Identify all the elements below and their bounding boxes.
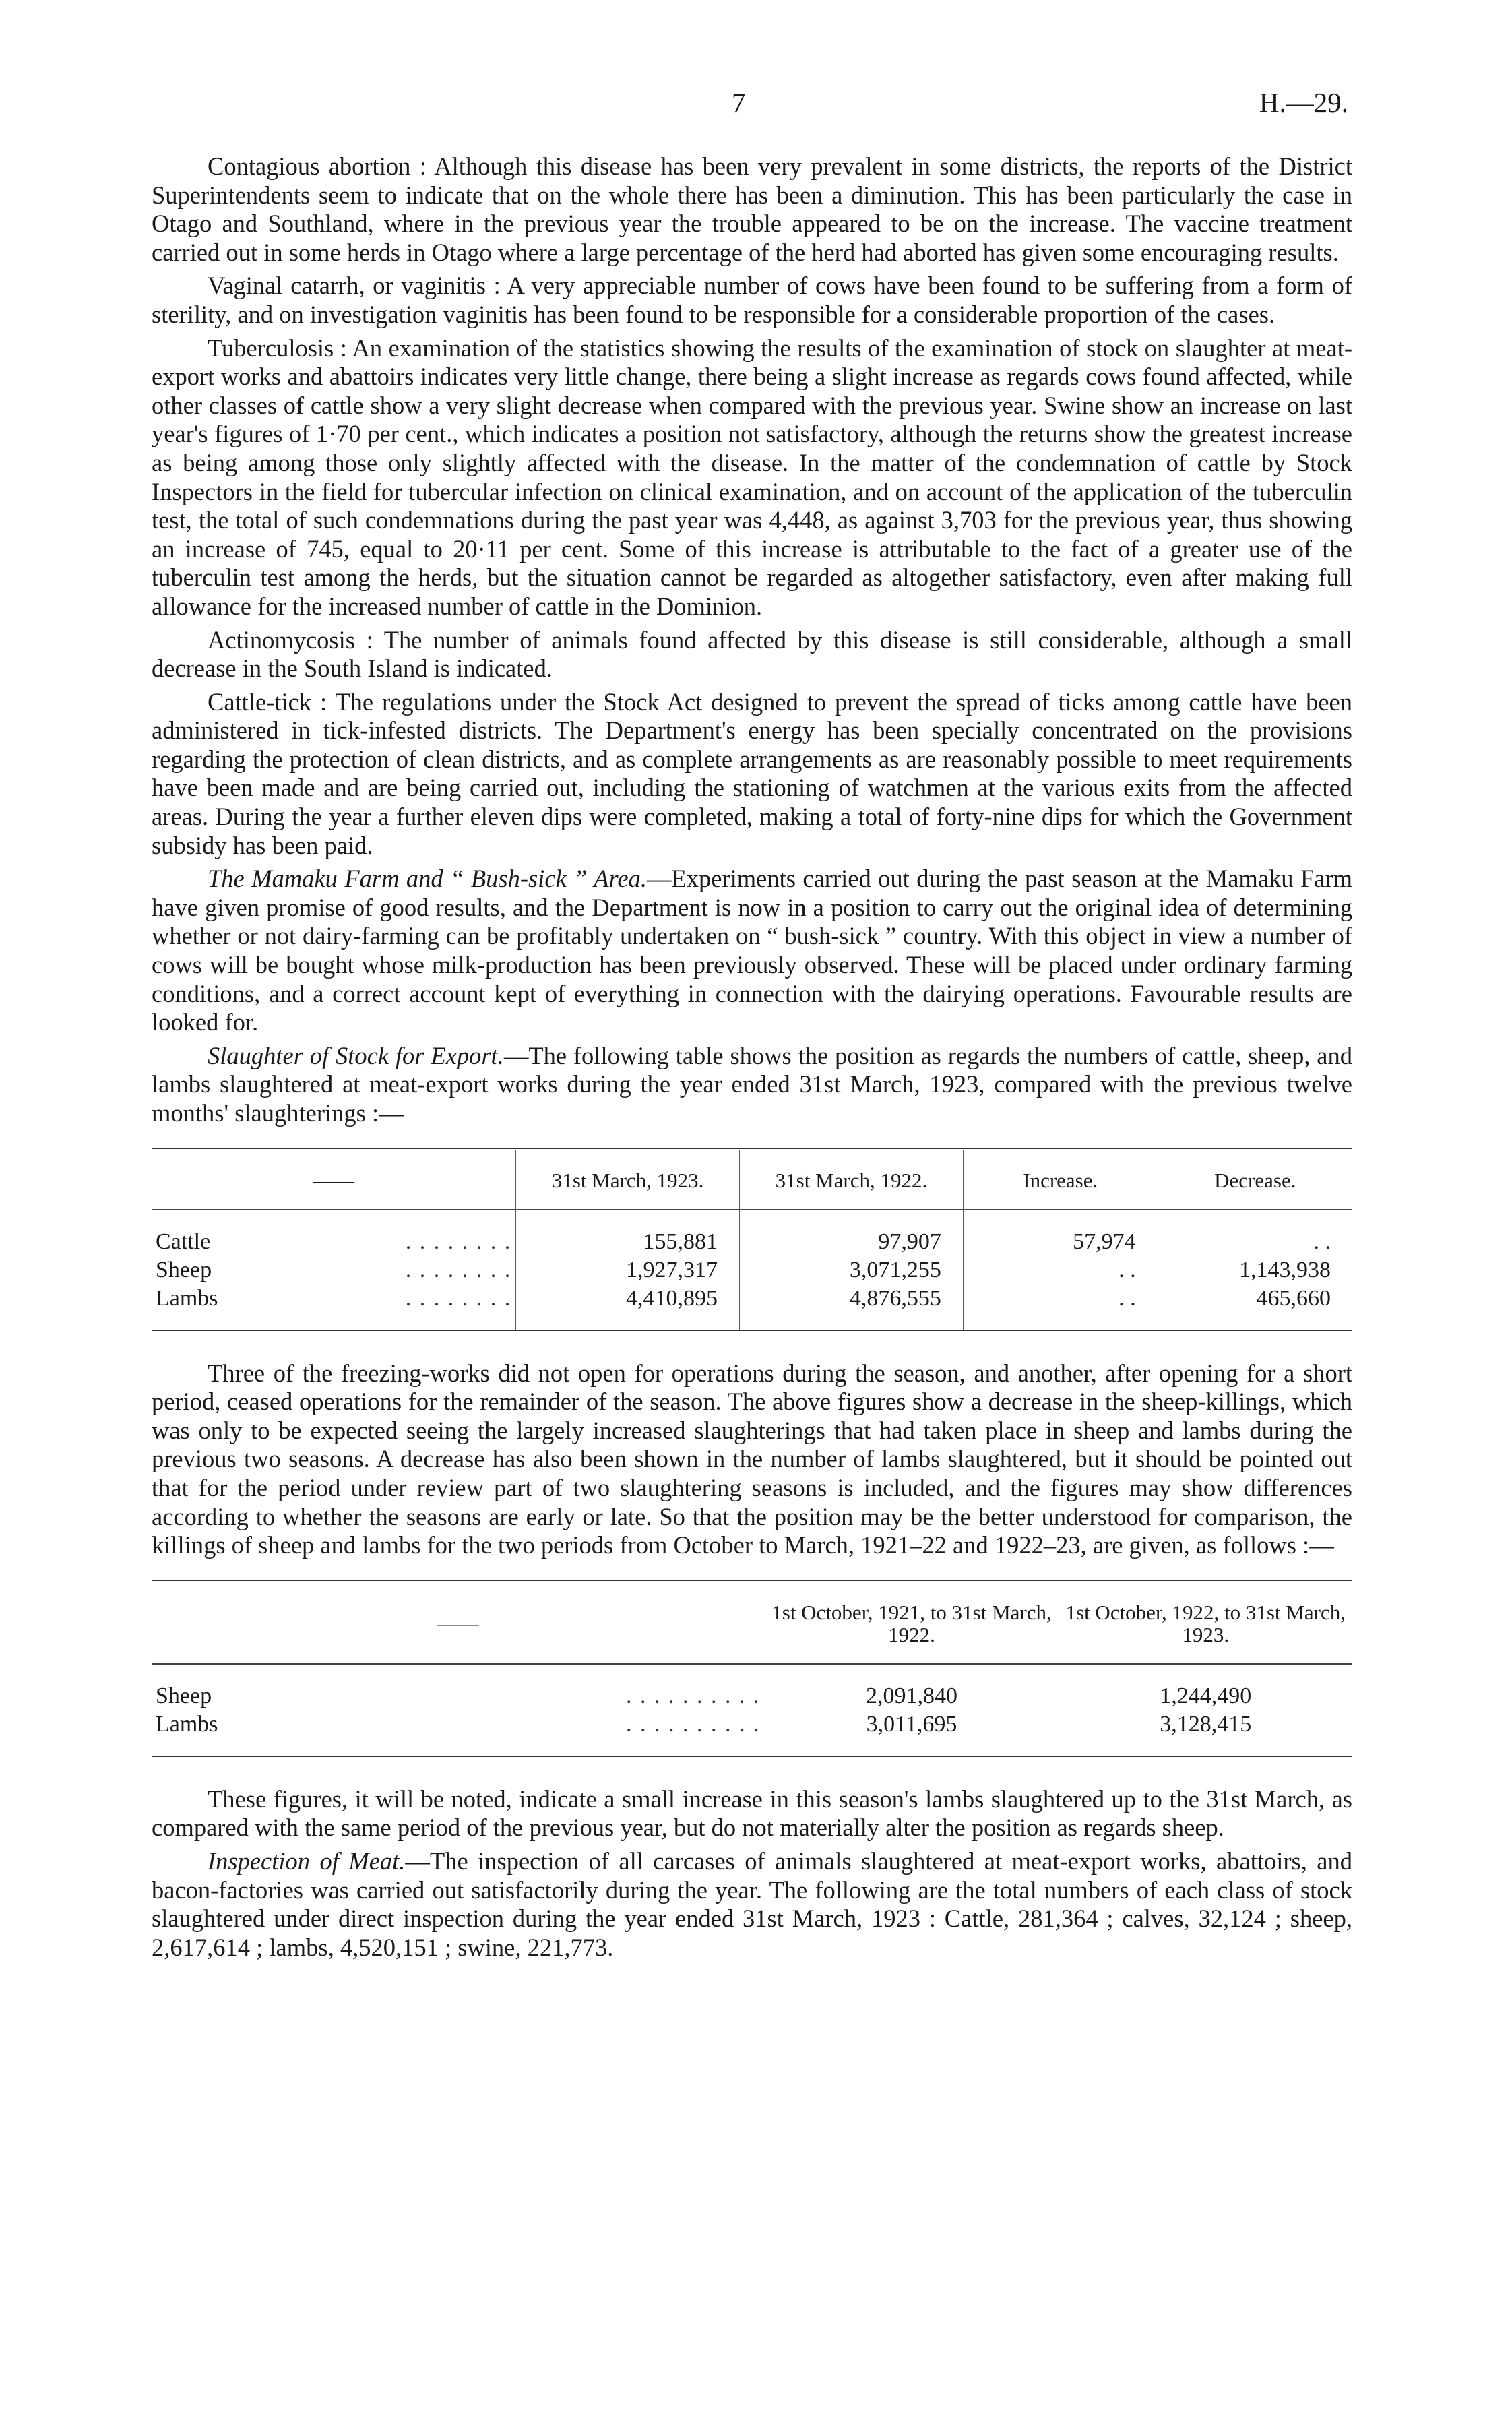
cell-1922: 97,907 <box>740 1210 964 1256</box>
row-label-cell <box>152 1210 516 1256</box>
cell-period-1922-23: 1,244,490 <box>1059 1664 1352 1710</box>
page-header <box>0 86 1512 127</box>
cell-period-1921-22: 3,011,695 <box>765 1710 1059 1758</box>
row-label: Lambs <box>156 1711 218 1737</box>
leader-dots: . . . . . . . . <box>405 1285 512 1311</box>
slaughter-comparison-table <box>152 1148 1352 1332</box>
inspection-text: —The inspection of all carcases of animals slaughtered at meat-export works, abattoirs, and bacon-factories was carried out satisfactorily during the year. The following are the total numbers of each class of stock slaughtered under direct inspection during the year ended 31st March, 1923 : Cattle, 281,364 ; calves, 32,124 ; sheep, 2,617,614 ; lambs, 4,520,151 ; swine, 221,773. <box>152 1847 1352 1961</box>
cell-1922: 3,071,255 <box>740 1256 964 1284</box>
cell-increase: 57,974 <box>963 1210 1158 1256</box>
slaughter-heading: Slaughter of Stock for Export. <box>208 1041 504 1069</box>
table-header-period-1921-22: 1st October, 1921, to 31st March, 1922. <box>765 1581 1059 1664</box>
row-label: Sheep <box>156 1257 212 1282</box>
document-reference: H.—29. <box>1259 87 1348 118</box>
mamaku-heading: The Mamaku Farm and “ Bush-sick ” Area. <box>208 865 647 893</box>
page-number: 7 <box>732 87 746 118</box>
row-label-cell <box>152 1710 765 1758</box>
inspection-heading: Inspection of Meat. <box>208 1847 406 1875</box>
row-label-cell <box>152 1664 765 1710</box>
table-header-row <box>152 1581 1352 1664</box>
leader-dots: . . . . . . . . <box>405 1229 512 1254</box>
table-row <box>152 1284 1352 1332</box>
paragraph-figures-noted: These figures, it will be noted, indicate a small increase in this season's lambs slaughtered up to the 31st March, as compared with the same period of the previous year, but do not materially alter the position as regards sheep. <box>152 1785 1352 1842</box>
table-row <box>152 1256 1352 1284</box>
table-row <box>152 1710 1352 1758</box>
row-label: Cattle <box>156 1229 211 1254</box>
table-header-blank: —— <box>152 1149 516 1210</box>
table-header-row <box>152 1149 1352 1210</box>
cell-decrease: 465,660 <box>1158 1284 1352 1332</box>
mamaku-text: —Experiments carried out during the past season at the Mamaku Farm have given promise of good results, and the Department is now in a position to carry out the original idea of determining whether or not dairy-farming can be profitably undertaken on “ bush-sick ” country. With this object in view a number of cows will be bought whose milk-production has been previously observed. These will be placed under ordinary farming conditions, and a correct account kept of everything in connection with the dairying operations. Favourable results are looked for. <box>152 865 1352 1036</box>
row-label: Lambs <box>156 1285 218 1311</box>
slaughter-text: —The following table shows the position as regards the numbers of cattle, sheep, and lambs slaughtered at meat-export works during the year ended 31st March, 1923, compared with the previous twelve months' slaughterings :— <box>152 1041 1352 1127</box>
cell-1923: 155,881 <box>516 1210 740 1256</box>
table-header-blank: —— <box>152 1581 765 1664</box>
cell-period-1921-22: 2,091,840 <box>765 1664 1059 1710</box>
table-header-1923: 31st March, 1923. <box>516 1149 740 1210</box>
leader-dots: . . . . . . . . . . <box>626 1683 761 1708</box>
table-header-increase: Increase. <box>963 1149 1158 1210</box>
table-header-1922: 31st March, 1922. <box>740 1149 964 1210</box>
paragraph-inspection-of-meat <box>152 1847 1352 1962</box>
paragraph-freezing-works: Three of the freezing-works did not open for operations during the season, and another, after opening for a short period, ceased operations for the remainder of the season. The above figures show a decrease in the sheep-killings, which was only to be expected seeing the largely increased slaughterings that had taken place in sheep and lambs during the previous two seasons. A decrease has also been shown in the number of lambs slaughtered, but it should be pointed out that for the period under review part of two slaughtering seasons is included, and the figures may show differences according to whether the seasons are early or late. So that the position may be the better understood for comparison, the killings of sheep and lambs for the two periods from October to March, 1921–22 and 1922–23, are given, as follows :— <box>152 1359 1352 1559</box>
paragraph-contagious-abortion: Contagious abortion : Although this disease has been very prevalent in some districts, the reports of the District Superintendents seem to indicate that on the whole there has been a diminution. This has been particularly the case in Otago and Southland, where in the previous year the trouble appeared to be on the increase. The vaccine treatment carried out in some herds in Otago where a large percentage of the herd had aborted has given some encouraging results. <box>152 152 1352 266</box>
cell-period-1922-23: 3,128,415 <box>1059 1710 1352 1758</box>
table-header-period-1922-23: 1st October, 1922, to 31st March, 1923. <box>1059 1581 1352 1664</box>
row-label: Sheep <box>156 1683 212 1708</box>
cell-decrease: 1,143,938 <box>1158 1256 1352 1284</box>
cell-increase: . . <box>963 1256 1158 1284</box>
cell-increase: . . <box>963 1284 1158 1332</box>
paragraph-cattle-tick: Cattle-tick : The regulations under the Stock Act designed to prevent the spread of ticks among cattle have been administered in tick-infested districts. The Department's energy has been specially concentrated on the provisions regarding the protection of clean districts, and as complete arrangements as are reasonably possible to meet requirements have been made and are being carried out, including the stationing of watchmen at the various exits from the affected areas. During the year a further eleven dips were completed, making a total of forty-nine dips for which the Government subsidy has been paid. <box>152 687 1352 859</box>
october-march-table <box>152 1580 1352 1758</box>
paragraph-actinomycosis: Actinomycosis : The number of animals found affected by this disease is still considerable, although a small decrease in the South Island is indicated. <box>152 625 1352 683</box>
row-label-cell <box>152 1284 516 1332</box>
paragraph-slaughter-for-export <box>152 1042 1352 1128</box>
cell-1922: 4,876,555 <box>740 1284 964 1332</box>
table-row <box>152 1210 1352 1256</box>
leader-dots: . . . . . . . . . . <box>626 1711 761 1737</box>
cell-1923: 1,927,317 <box>516 1256 740 1284</box>
cell-1923: 4,410,895 <box>516 1284 740 1332</box>
paragraph-vaginitis: Vaginal catarrh, or vaginitis : A very appreciable number of cows have been found to be suffering from a form of sterility, and on investigation vaginitis has been found to be responsible for a considerable proportion of the cases. <box>152 272 1352 328</box>
table-header-decrease: Decrease. <box>1158 1149 1352 1210</box>
row-label-cell <box>152 1256 516 1284</box>
leader-dots: . . . . . . . . <box>405 1257 512 1282</box>
table-row <box>152 1664 1352 1710</box>
paragraph-tuberculosis: Tuberculosis : An examination of the statistics showing the results of the examination of stock on slaughter at meat-export works and abattoirs indicates very little change, there being a slight increase as regards cows found affected, while other classes of cattle show a very slight decrease when compared with the previous year. Swine show an increase on last year's figures of 1·70 per cent., which indicates a position not satisfactory, although the returns show the greatest increase as being among those only slightly affected with the disease. In the matter of the condemnation of cattle by Stock Inspectors in the field for tubercular infection on clinical examination, and on account of the application of the tuberculin test, the total of such condemnations during the past year was 4,448, as against 3,703 for the previous year, thus showing an increase of 745, equal to 20·11 per cent. Some of this increase is attributable to the fact of a greater use of the tuberculin test among the herds, but the situation cannot be regarded as altogether satisfactory, even after making full allowance for the increased number of cattle in the Dominion. <box>152 334 1352 620</box>
body-text <box>152 152 1352 1966</box>
paragraph-mamaku-farm <box>152 865 1352 1037</box>
cell-decrease: . . <box>1158 1210 1352 1256</box>
